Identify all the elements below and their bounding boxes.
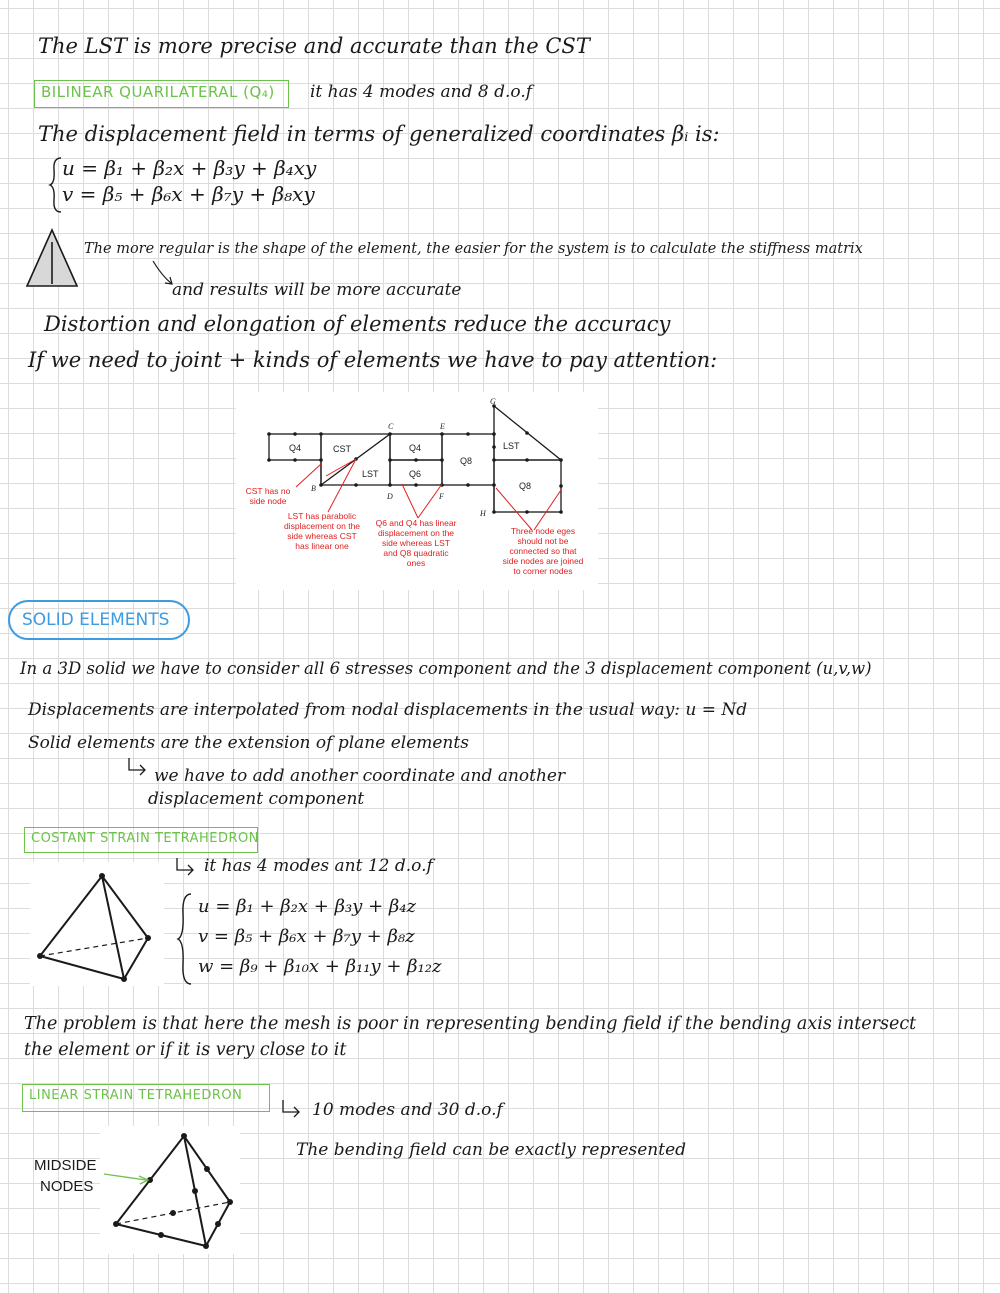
line-q4-info: it has 4 modes and 8 d.o.f bbox=[310, 82, 533, 102]
note-lst-2: displacement on the bbox=[283, 521, 361, 531]
eq-tet-w: w = β₉ + β₁₀x + β₁₁y + β₁₂z bbox=[198, 956, 442, 977]
brace-icon bbox=[176, 892, 194, 986]
line-3d-solid: In a 3D solid we have to consider all 6 stresses component and the 3 displacement component (u,v,w) bbox=[20, 659, 872, 678]
heading-linear-strain-tetrahedron: LINEAR STRAIN TETRAHEDRON bbox=[22, 1084, 270, 1112]
heading-solid-elements: SOLID ELEMENTS bbox=[8, 600, 190, 640]
label-q4-left: Q4 bbox=[289, 443, 302, 453]
note-three-node-1: Three node eges bbox=[510, 526, 576, 536]
note-q6-3: side whereas LST bbox=[381, 538, 451, 548]
line-displacement-component: displacement component bbox=[148, 789, 365, 809]
return-arrow-icon bbox=[174, 856, 196, 878]
label-midside: MIDSIDE bbox=[34, 1157, 97, 1174]
label-lst: LST bbox=[362, 469, 379, 479]
warning-triangle-icon bbox=[24, 228, 80, 290]
line-joint-elements: If we need to joint + kinds of elements we have to pay attention: bbox=[28, 348, 718, 372]
label-nodes: NODES bbox=[40, 1178, 94, 1195]
heading-bilinear-quadrilateral: BILINEAR QUARILATERAL (Q₄) bbox=[34, 80, 289, 108]
line-cst-info: it has 4 modes ant 12 d.o.f bbox=[204, 856, 433, 876]
mesh-joint-figure bbox=[236, 392, 598, 590]
line-regular-shape: The more regular is the shape of the element, the easier for the system is to calculate the stiffness matrix bbox=[84, 241, 863, 257]
label-q8-right: Q8 bbox=[519, 481, 532, 491]
line-distortion: Distortion and elongation of elements reduce the accuracy bbox=[44, 312, 671, 336]
note-lst-3: side whereas CST bbox=[287, 531, 357, 541]
line-lst-vs-cst: The LST is more precise and accurate than the CST bbox=[38, 34, 590, 58]
note-three-node-3: connected so that bbox=[509, 546, 577, 556]
green-arrow-icon bbox=[102, 1170, 154, 1186]
label-lst-right: LST bbox=[503, 441, 520, 451]
cst-equation-system bbox=[198, 898, 441, 988]
node-h: H bbox=[480, 509, 486, 518]
lst-tetrahedron-figure bbox=[100, 1126, 240, 1254]
note-cst-1: CST has no bbox=[245, 486, 291, 496]
eq-u: u = β₁ + β₂x + β₃y + β₄xy bbox=[62, 156, 317, 180]
return-arrow-icon bbox=[126, 756, 148, 778]
note-three-node-5: to corner nodes bbox=[513, 566, 573, 576]
label-q6: Q6 bbox=[409, 469, 422, 479]
mesh-nodes bbox=[267, 404, 563, 514]
node-g: G bbox=[490, 397, 496, 406]
line-add-coordinate: we have to add another coordinate and another bbox=[154, 766, 566, 786]
node-c: C bbox=[388, 422, 394, 431]
heading-constant-strain-tetrahedron: COSTANT STRAIN TETRAHEDRON bbox=[24, 827, 258, 853]
label-cst: CST bbox=[333, 444, 351, 454]
line-results-accurate: and results will be more accurate bbox=[172, 280, 462, 300]
label-q8-middle: Q8 bbox=[460, 456, 473, 466]
brace-icon bbox=[48, 156, 64, 214]
line-problem-2: the element or if it is very close to it bbox=[24, 1040, 347, 1060]
q4-equation-system bbox=[62, 158, 316, 210]
note-three-node-4: side nodes are joined bbox=[502, 556, 584, 566]
node-f: F bbox=[439, 492, 444, 501]
line-problem: The problem is that here the mesh is poor in representing bending field if the bending axis intersect bbox=[24, 1014, 917, 1034]
note-q6-1: Q6 and Q4 has linear bbox=[375, 518, 457, 528]
eq-tet-u: u = β₁ + β₂x + β₃y + β₄z bbox=[198, 896, 416, 917]
line-displacement-field: The displacement field in terms of generalized coordinates βᵢ is: bbox=[38, 122, 720, 146]
note-lst-1: LST has parabolic bbox=[287, 511, 357, 521]
note-cst-2: side node bbox=[249, 496, 287, 506]
cst-tetrahedron-figure bbox=[30, 862, 164, 986]
line-lst-info: 10 modes and 30 d.o.f bbox=[312, 1100, 503, 1120]
note-q6-4: and Q8 quadratic bbox=[383, 548, 449, 558]
note-q6-2: displacement on the bbox=[377, 528, 455, 538]
node-d: D bbox=[387, 492, 393, 501]
line-bending-field: The bending field can be exactly represented bbox=[296, 1140, 687, 1160]
note-three-node-2: should not be bbox=[517, 536, 569, 546]
line-extension: Solid elements are the extension of plane elements bbox=[28, 733, 469, 753]
eq-v: v = β₅ + β₆x + β₇y + β₈xy bbox=[62, 182, 315, 206]
node-b: B bbox=[311, 484, 316, 493]
node-e: E bbox=[440, 422, 445, 431]
note-lst-4: has linear one bbox=[295, 541, 349, 551]
eq-tet-v: v = β₅ + β₆x + β₇y + β₈z bbox=[198, 926, 415, 947]
note-q6-5: ones bbox=[406, 558, 426, 568]
label-q4: Q4 bbox=[409, 443, 422, 453]
line-interpolated: Displacements are interpolated from nodal displacements in the usual way: u = Nd bbox=[28, 700, 748, 720]
return-arrow-icon bbox=[280, 1098, 302, 1120]
